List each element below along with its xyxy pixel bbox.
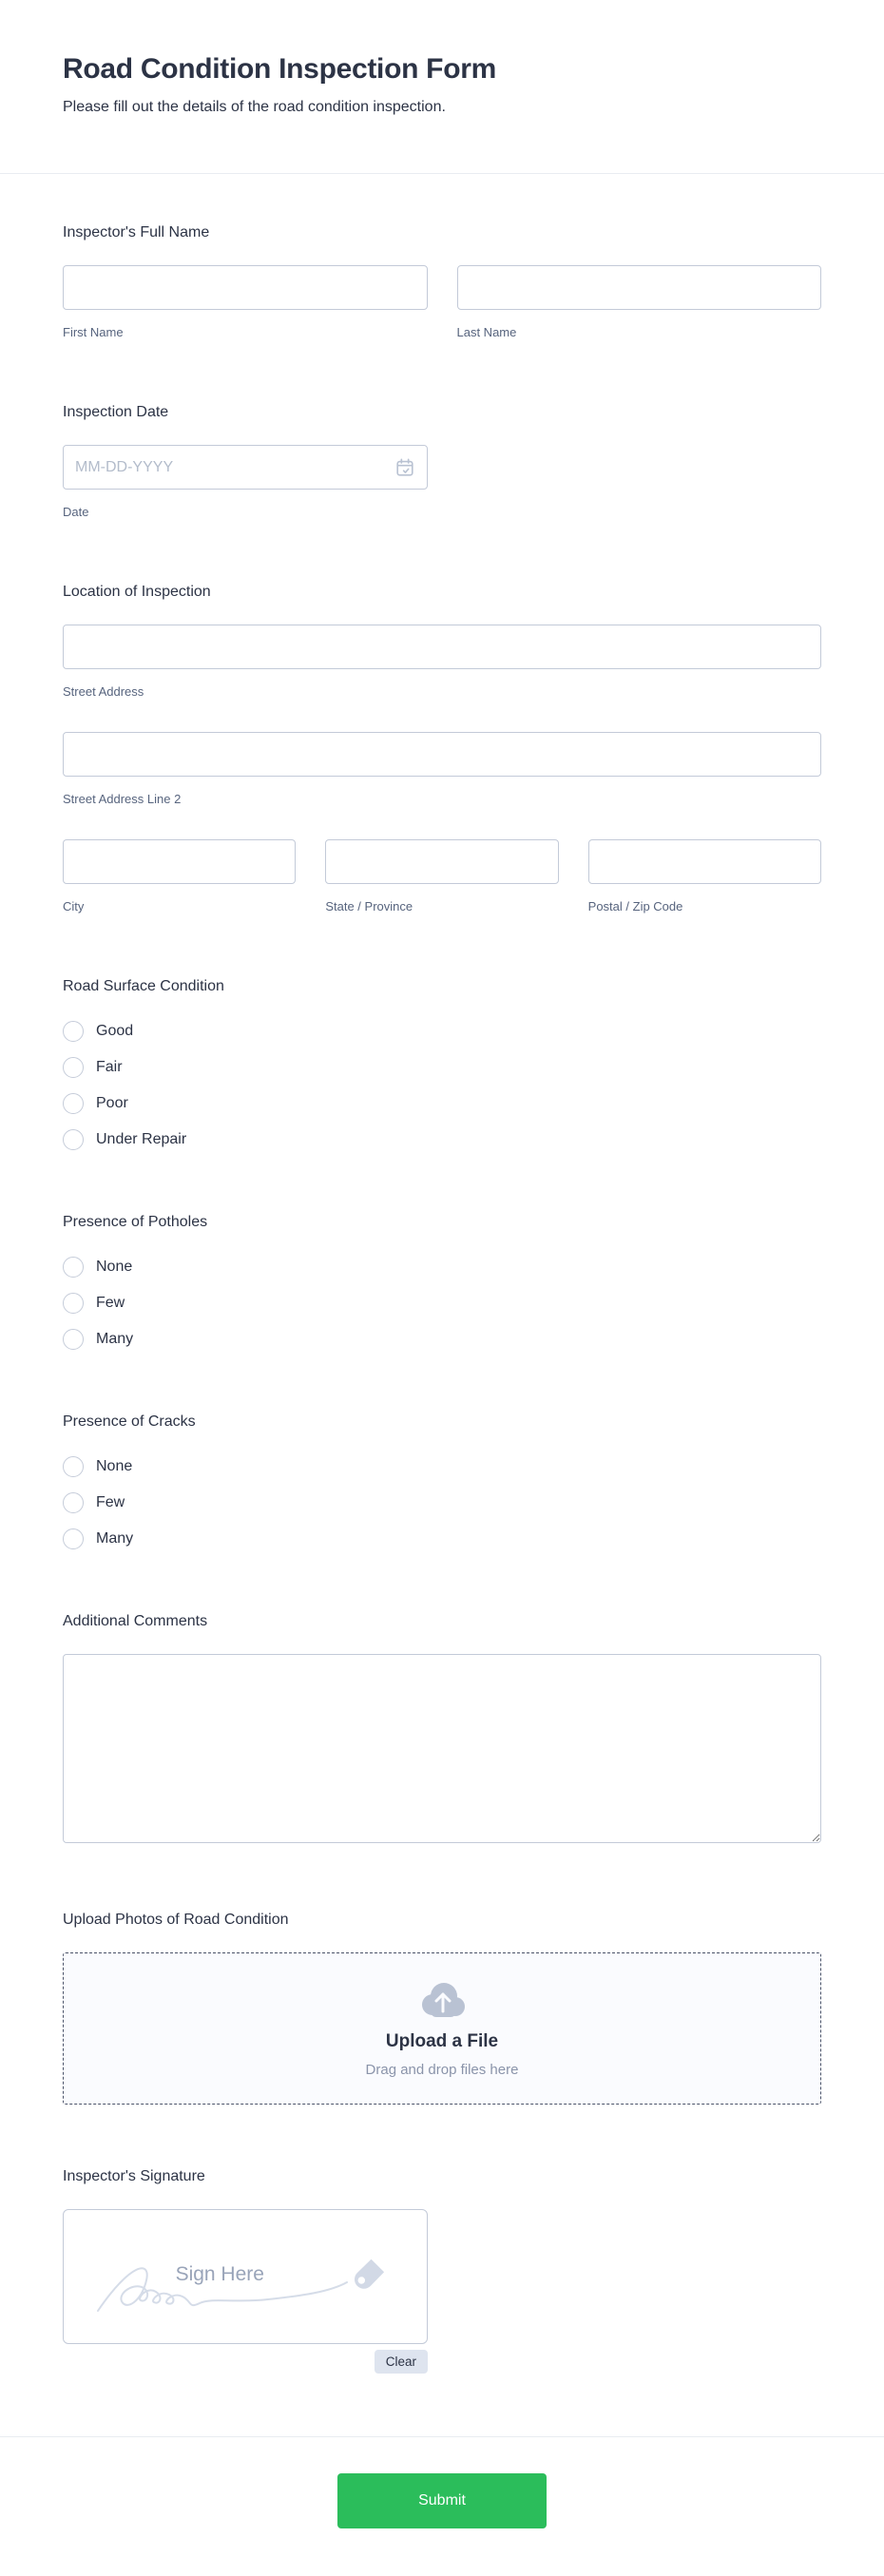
radio-circle[interactable] (63, 1021, 84, 1042)
radio-option-cracks-many[interactable] (63, 1528, 821, 1549)
first-name-sublabel: First Name (63, 325, 124, 339)
street-address-sublabel: Street Address (63, 684, 144, 699)
radio-option-label: Few (96, 1295, 125, 1311)
radio-circle[interactable] (63, 1257, 84, 1278)
date-input[interactable] (63, 445, 428, 490)
last-name-group (457, 265, 822, 340)
radio-circle[interactable] (63, 1293, 84, 1314)
radio-option-label: None (96, 1458, 133, 1474)
radio-option-label: Fair (96, 1059, 123, 1075)
radio-option-under-repair[interactable] (63, 1129, 821, 1150)
signature-clear-button[interactable]: Clear (375, 2350, 428, 2374)
radio-option-label: None (96, 1259, 133, 1275)
radio-option-cracks-none[interactable] (63, 1456, 821, 1477)
field-full-name (63, 223, 821, 340)
upload-label: Upload Photos of Road Condition (63, 1912, 289, 1928)
last-name-input[interactable] (457, 265, 822, 310)
street-address-group (63, 625, 821, 700)
file-dropzone[interactable] (63, 1952, 821, 2105)
street-address2-group (63, 732, 821, 807)
pen-nib-icon (94, 2256, 408, 2330)
signature-label: Inspector's Signature (63, 2168, 205, 2184)
radio-circle[interactable] (63, 1129, 84, 1150)
field-cracks (63, 1413, 821, 1549)
radio-circle[interactable] (63, 1057, 84, 1078)
postal-group (588, 839, 821, 914)
field-comments (63, 1612, 821, 1848)
surface-condition-label: Road Surface Condition (63, 978, 224, 994)
radio-circle[interactable] (63, 1456, 84, 1477)
radio-option-potholes-none[interactable] (63, 1257, 821, 1278)
upload-button-text[interactable]: Upload a File (385, 2030, 499, 2051)
state-input[interactable] (325, 839, 558, 884)
radio-option-poor[interactable] (63, 1093, 821, 1114)
page-subtitle: Please fill out the details of the road condition inspection. (63, 99, 446, 115)
form-body (0, 174, 884, 2374)
radio-option-label: Few (96, 1494, 125, 1510)
street-address-input[interactable] (63, 625, 821, 669)
radio-circle[interactable] (63, 1329, 84, 1350)
radio-option-label: Many (96, 1530, 134, 1547)
postal-sublabel: Postal / Zip Code (587, 899, 683, 913)
radio-option-cracks-few[interactable] (63, 1492, 821, 1513)
city-sublabel: City (63, 899, 85, 913)
field-inspection-date (63, 403, 821, 520)
field-potholes (63, 1213, 821, 1350)
radio-option-fair[interactable] (63, 1057, 821, 1078)
comments-label: Additional Comments (63, 1613, 208, 1629)
field-signature (63, 2167, 821, 2374)
street-address2-input[interactable] (63, 732, 821, 777)
field-location (63, 583, 821, 914)
radio-circle[interactable] (63, 1528, 84, 1549)
submit-bar (0, 2436, 884, 2576)
radio-option-label: Under Repair (96, 1131, 187, 1147)
radio-option-good[interactable] (63, 1021, 821, 1042)
date-sublabel: Date (63, 505, 89, 519)
state-group (325, 839, 558, 914)
radio-circle[interactable] (63, 1093, 84, 1114)
date-input-group (63, 445, 428, 490)
city-input[interactable] (63, 839, 296, 884)
inspection-date-label: Inspection Date (63, 404, 169, 420)
form-header (0, 0, 884, 174)
field-surface-condition (63, 977, 821, 1150)
submit-button[interactable]: Submit (337, 2473, 547, 2528)
full-name-label: Inspector's Full Name (63, 224, 210, 240)
radio-option-label: Many (96, 1331, 134, 1347)
last-name-sublabel: Last Name (456, 325, 517, 339)
radio-circle[interactable] (63, 1492, 84, 1513)
comments-textarea[interactable] (63, 1654, 821, 1843)
upload-hint: Drag and drop files here (365, 2061, 519, 2078)
location-label: Location of Inspection (63, 584, 211, 600)
potholes-label: Presence of Potholes (63, 1214, 208, 1230)
city-group (63, 839, 296, 914)
postal-input[interactable] (588, 839, 821, 884)
signature-watermark: Sign Here (175, 2263, 264, 2285)
street-address2-sublabel: Street Address Line 2 (63, 792, 182, 806)
cloud-upload-icon (415, 1980, 469, 2020)
radio-option-label: Good (96, 1023, 134, 1039)
first-name-input[interactable] (63, 265, 428, 310)
signature-pad[interactable] (63, 2209, 428, 2344)
page-title: Road Condition Inspection Form (63, 53, 496, 85)
radio-option-potholes-few[interactable] (63, 1293, 821, 1314)
first-name-group (63, 265, 428, 340)
radio-option-potholes-many[interactable] (63, 1329, 821, 1350)
field-upload (63, 1911, 821, 2105)
radio-option-label: Poor (96, 1095, 128, 1111)
cracks-label: Presence of Cracks (63, 1413, 196, 1430)
state-sublabel: State / Province (325, 899, 413, 913)
